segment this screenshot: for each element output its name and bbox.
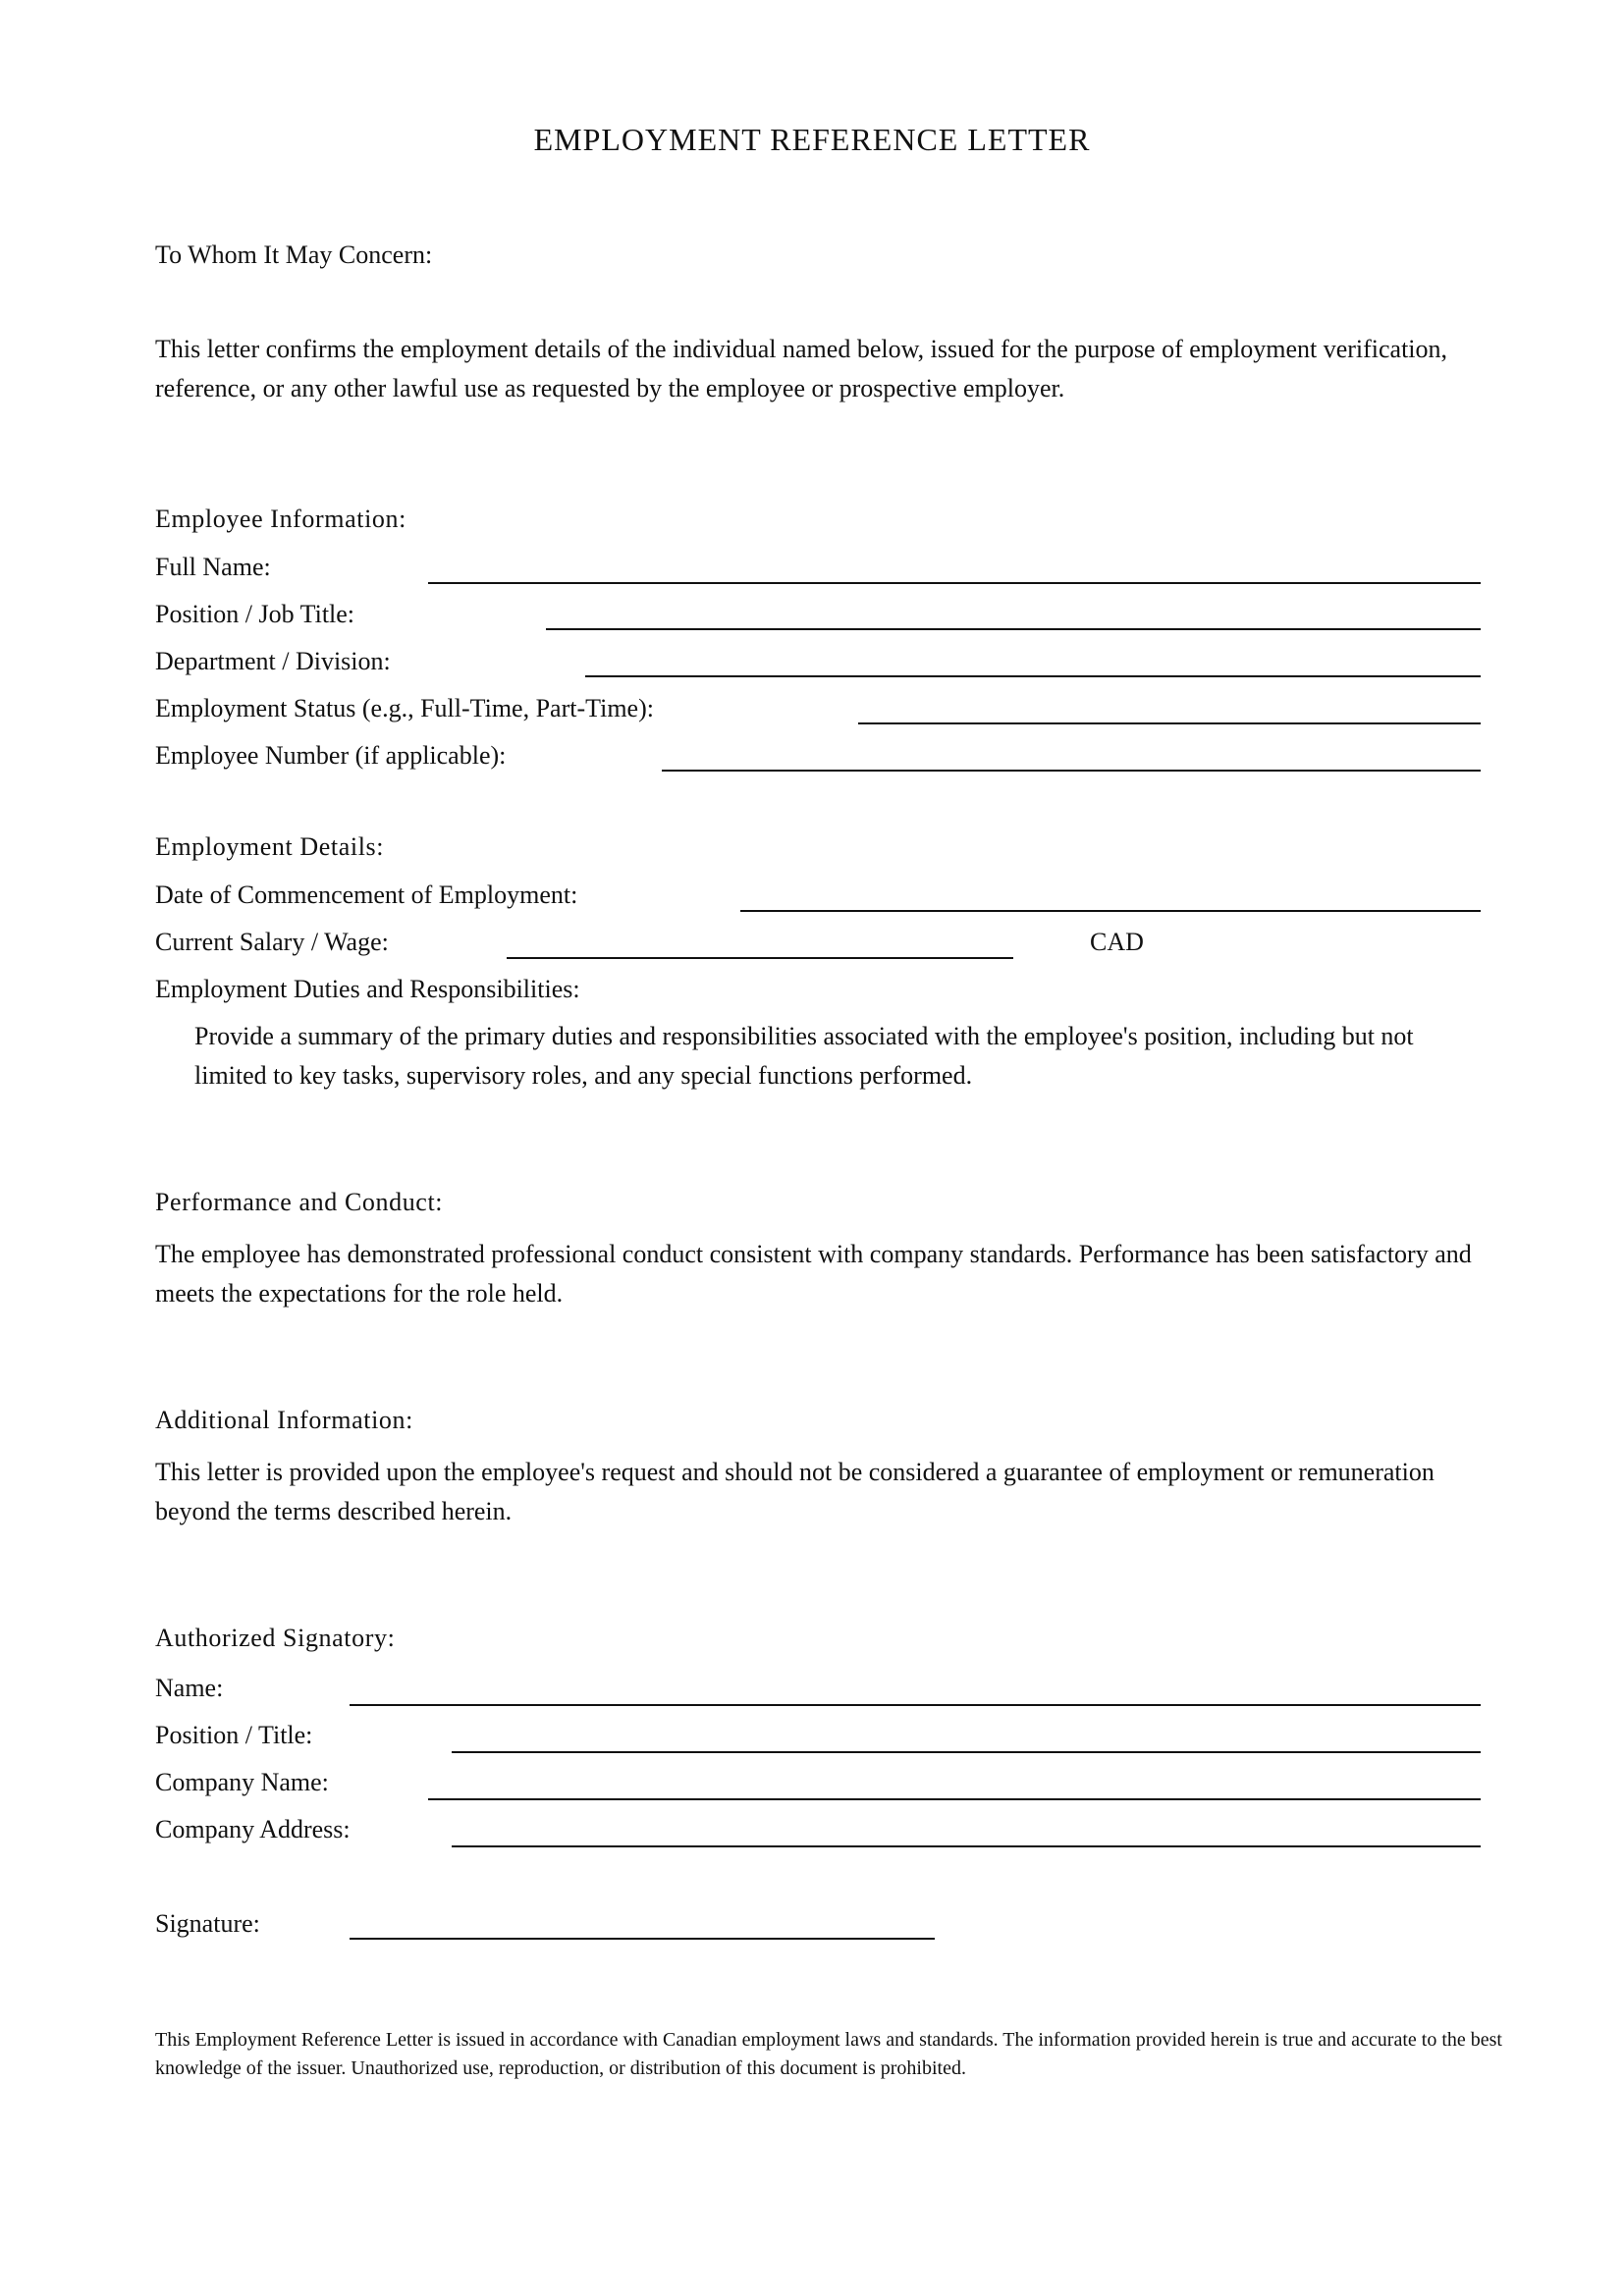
- employee-number-label: Employee Number (if applicable):: [155, 741, 507, 770]
- document-title: EMPLOYMENT REFERENCE LETTER: [533, 122, 1091, 157]
- company-address-field[interactable]: [452, 1845, 1481, 1847]
- performance-text: The employee has demonstrated professional conduct consistent with company standards. Performance has been satisfactory and meets the expectations for the role held.: [155, 1240, 1472, 1308]
- department-label: Department / Division:: [155, 647, 391, 675]
- position-field[interactable]: [546, 628, 1481, 630]
- salary-field[interactable]: [507, 957, 1013, 959]
- signatory-name-label: Name:: [155, 1674, 224, 1702]
- full-name-label: Full Name:: [155, 553, 271, 581]
- employment-status-label: Employment Status (e.g., Full-Time, Part-Time):: [155, 694, 654, 722]
- performance-heading: Performance and Conduct:: [155, 1188, 444, 1216]
- commencement-field[interactable]: [740, 910, 1481, 912]
- footer-disclaimer: This Employment Reference Letter is issued in accordance with Canadian employment laws and standards. The information provided herein is true and accurate to the best knowledge of the issuer. Unauthorized use, reproduction, or distribution of this document is prohibited.: [155, 2029, 1502, 2079]
- additional-heading: Additional Information:: [155, 1406, 413, 1434]
- additional-text: This letter is provided upon the employee's request and should not be considered a guarantee of employment or remuneration beyond the terms described herein.: [155, 1458, 1435, 1525]
- signatory-heading: Authorized Signatory:: [155, 1624, 396, 1652]
- employment-details-heading: Employment Details:: [155, 832, 385, 861]
- company-name-label: Company Name:: [155, 1768, 329, 1796]
- duties-text: Provide a summary of the primary duties and responsibilities associated with the employee's position, including but not limited to key tasks, supervisory roles, and any special functions performed.: [194, 1022, 1414, 1090]
- signatory-title-field[interactable]: [452, 1751, 1481, 1753]
- employment-status-field[interactable]: [858, 722, 1481, 724]
- signature-field[interactable]: [350, 1938, 935, 1940]
- full-name-field[interactable]: [428, 582, 1481, 584]
- intro-paragraph: This letter confirms the employment details of the individual named below, issued for the purpose of employment verification, reference, or any other lawful use as requested by the employee or prospective employer.: [155, 335, 1448, 402]
- position-label: Position / Job Title:: [155, 600, 355, 628]
- currency-label: CAD: [1090, 928, 1144, 956]
- salutation: To Whom It May Concern:: [155, 240, 433, 269]
- employee-number-field[interactable]: [662, 770, 1481, 772]
- company-address-label: Company Address:: [155, 1815, 351, 1843]
- signatory-name-field[interactable]: [350, 1704, 1481, 1706]
- department-field[interactable]: [585, 675, 1481, 677]
- commencement-label: Date of Commencement of Employment:: [155, 881, 578, 909]
- signatory-title-label: Position / Title:: [155, 1721, 313, 1749]
- duties-label: Employment Duties and Responsibilities:: [155, 975, 580, 1003]
- employee-info-heading: Employee Information:: [155, 505, 406, 533]
- salary-label: Current Salary / Wage:: [155, 928, 389, 956]
- signature-label: Signature:: [155, 1909, 260, 1938]
- company-name-field[interactable]: [428, 1798, 1481, 1800]
